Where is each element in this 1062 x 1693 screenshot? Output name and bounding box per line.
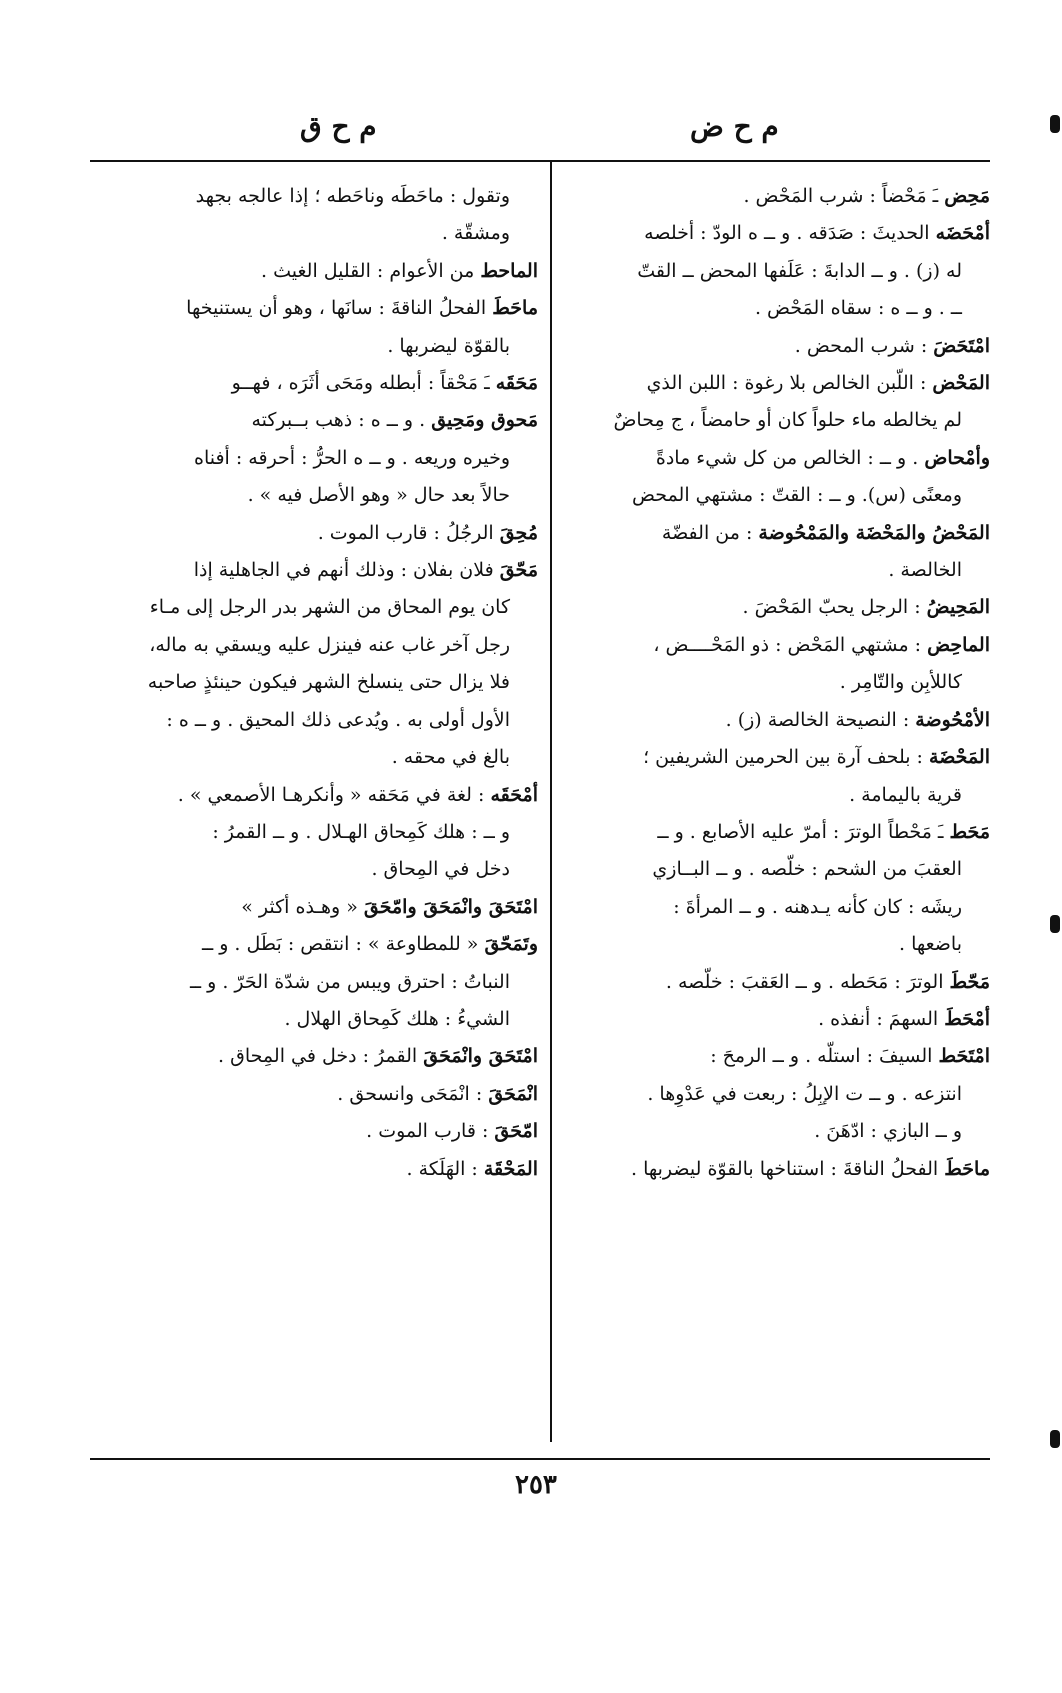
dictionary-entry (88, 365, 538, 402)
dictionary-entry (560, 178, 990, 215)
entry-text: ـَ مَحْضاً : شرب المَحْض . (743, 185, 945, 207)
dictionary-entry (560, 1001, 990, 1038)
entry-headword: ماحَطَ (492, 297, 538, 320)
dictionary-entry (88, 215, 538, 252)
entry-text: ومشقّة . (441, 222, 510, 245)
dictionary-entry (88, 777, 538, 814)
dictionary-entry (560, 402, 990, 439)
entry-text: الوترَ : مَحَطه . و ــ العَقبَ : خلّصه . (665, 970, 950, 993)
dictionary-entry (88, 552, 538, 589)
entry-text: : اللّبن الخالص بلا رغوة : اللبن الذي (646, 372, 933, 395)
entry-text: السيفَ : استلّه . و ــ الرمحَ : (710, 1045, 939, 1068)
entry-text: فلان بفلان : وذلك أنهم في الجاهلية إذا (193, 559, 500, 582)
entry-headword: المَحْضَة (929, 746, 990, 769)
entry-text: الفحلُ الناقةَ : استناخها بالقوّة ليضربها . (631, 1157, 945, 1180)
entry-text: الرجُلُ : قارب الموت . (317, 521, 500, 544)
dictionary-entry (560, 1151, 990, 1188)
dictionary-entry (560, 365, 990, 402)
entry-headword: امْتَحَقَ وانْمَحَقَ وامّحَقَ (363, 895, 538, 918)
entry-text: وتقول : ماحَطَه وناحَطه ؛ إذا عالجه بجهد (195, 185, 510, 207)
entry-headword: امّحَقَ (494, 1120, 538, 1143)
entry-headword: أمْحَضَه (935, 222, 990, 245)
dictionary-entry (88, 328, 538, 365)
dictionary-entry (88, 290, 538, 327)
entry-text: . و ــ ه : ذهب بــبركته (251, 409, 432, 432)
entry-text: الشيءُ : هلك كَمِحاق الهلال . (284, 1007, 510, 1030)
entry-text: وخيره وريعه . و ــ ه الحرُّ : أحرقه : أفناه (193, 446, 510, 469)
dictionary-entry (88, 589, 538, 626)
dictionary-entry (560, 889, 990, 926)
entry-headword: امْتَحَضَ (933, 334, 990, 357)
entry-text: و ــ البازي : ادّهَنَ . (814, 1120, 962, 1143)
entry-text: : لغة في مَحَقه « وأنكرهـا الأصمعي » . (177, 783, 491, 806)
entry-headword: مَحوق ومَحِيق (431, 409, 538, 432)
dictionary-entry (88, 440, 538, 477)
entry-text: : النصيحة الخالصة (ز) . (725, 708, 916, 731)
entry-headword: امْتَحَط (938, 1045, 990, 1068)
entry-text: ـَ مَحْطاً الوترَ : أمرّ عليه الأصابع . و ــ (657, 820, 950, 843)
entry-headword: مُحِقَ (499, 521, 538, 544)
entry-headword: الأمْحُوضة (915, 708, 990, 731)
entry-text: لم يخالطه ماء حلواً كان أو حامضاً ، ج مِحاضٌ (613, 409, 962, 432)
dictionary-entry (88, 1001, 538, 1038)
dictionary-entry (88, 851, 538, 888)
left-column (88, 178, 538, 1188)
dictionary-entry (88, 664, 538, 701)
footer-rule (90, 1458, 990, 1460)
dictionary-entry (560, 290, 990, 327)
entry-text: : الرجل يحبّ المَحْضَ . (742, 596, 927, 619)
dictionary-entry (88, 702, 538, 739)
entry-text: كان يوم المحاق من الشهر بدر الرجل إلى مـاء (149, 596, 510, 619)
dictionary-entry (560, 253, 990, 290)
entry-headword: المَحْضُ والمَحْضَة والمَمْحُوضة (758, 521, 990, 544)
entry-headword: مَحِض (944, 185, 990, 207)
entry-headword: مَحَط (949, 820, 990, 843)
entry-headword: المَحْقَة (483, 1157, 538, 1180)
dictionary-entry (88, 1151, 538, 1188)
dictionary-entry (88, 964, 538, 1001)
header-rule (90, 160, 990, 162)
dictionary-entry (88, 1038, 538, 1075)
dictionary-entry (560, 515, 990, 552)
entry-text: ــ . و ــ ه : سقاه المَحْض . (754, 297, 962, 320)
entry-headword: مَحَقَه (495, 372, 538, 395)
dictionary-entry (88, 1076, 538, 1113)
entry-text: ومعنًى (س). و ــ : القتّ : مشتهي المحض (632, 484, 962, 507)
dictionary-entry (560, 814, 990, 851)
edge-mark (1050, 1430, 1060, 1448)
entry-text: ـَ مَحْقاً : أبطله ومَحَى أثَرَه ، فهــو (231, 372, 496, 395)
entry-headword: انْمَحَقَ (488, 1082, 538, 1105)
dictionary-entry (88, 926, 538, 963)
entry-text: باضعها . (898, 933, 962, 956)
entry-text: : قارب الموت . (366, 1120, 495, 1143)
dictionary-entry (88, 402, 538, 439)
entry-text: من الأعوام : القليل الغيث . (261, 259, 481, 282)
dictionary-entry (88, 814, 538, 851)
entry-headword: ماحَطَ (944, 1157, 990, 1180)
dictionary-entry (560, 739, 990, 776)
entry-headword: امْتَحَقَ وانْمَحَقَ (423, 1045, 538, 1068)
entry-headword: الماحط (480, 259, 538, 282)
dictionary-entry (88, 178, 538, 215)
header-root-right: م ح ض (690, 110, 779, 143)
entry-text: العقبَ من الشحم : خلّصه . و ــ البــازي (652, 858, 962, 881)
entry-text: : شرب المحض . (794, 334, 934, 357)
entry-text: « للمطاوعة » : انتقص : بَطَل . و ــ (202, 933, 485, 956)
dictionary-entry (560, 664, 990, 701)
dictionary-entry (88, 477, 538, 514)
dictionary-entry (560, 552, 990, 589)
dictionary-entry (560, 589, 990, 626)
entry-text: انتزعه . و ــ ت الإبِلُ : ربعت في عَدْوِها . (647, 1082, 962, 1105)
entry-text: « وهـذه أكثر » (241, 895, 364, 918)
dictionary-entry (560, 215, 990, 252)
entry-text: الفحلُ الناقةَ : سانَها ، وهو أن يستنيخها (186, 297, 493, 320)
dictionary-entry (88, 515, 538, 552)
entry-headword: مَحّطَ (949, 970, 990, 993)
entry-headword: وتَمَحّقَ (484, 933, 538, 956)
dictionary-entry (560, 851, 990, 888)
dictionary-entry (560, 964, 990, 1001)
entry-headword: الماحِض (927, 633, 990, 656)
entry-text: حالاً بعد حال « وهو الأصل فيه » . (247, 484, 510, 507)
entry-headword: المَحْض (932, 372, 990, 395)
dictionary-entry (560, 926, 990, 963)
entry-text: بالقوّة ليضربها . (387, 334, 510, 357)
entry-text: فلا يزال حتى ينسلخ الشهر فيكون حينئذٍ صاحبه (147, 671, 510, 694)
dictionary-entry (88, 627, 538, 664)
entry-text: الحديثَ : صَدَقه . و ــ ه الودّ : أخلصه (644, 222, 936, 245)
entry-text: السهمَ : أنفذه . (818, 1007, 945, 1030)
right-column (560, 178, 990, 1188)
dictionary-entry (88, 1113, 538, 1150)
entry-text: له (ز) . و ــ الدابةَ : عَلَفها المحض ــ القتّ (637, 259, 962, 282)
entry-text: . و ــ : الخالص من كل شيء مادةً (655, 446, 925, 469)
entry-headword: المَحِيضُ (926, 596, 990, 619)
header-root-left: م ح ق (300, 110, 377, 143)
dictionary-entry (560, 627, 990, 664)
entry-headword: أمْحَطَ (944, 1007, 990, 1030)
dictionary-entry (560, 1038, 990, 1075)
entry-text: رجل آخر غاب عنه فينزل عليه ويسقي به ماله، (149, 633, 510, 656)
dictionary-entry (560, 1076, 990, 1113)
entry-text: : من الفضّة (661, 521, 759, 544)
edge-mark (1050, 115, 1060, 133)
dictionary-entry (560, 440, 990, 477)
column-divider (550, 162, 552, 1442)
entry-text: القمرُ : دخل في المِحاق . (218, 1045, 424, 1068)
dictionary-entry (560, 328, 990, 365)
dictionary-entry (88, 739, 538, 776)
entry-text: : مشتهي المَحْض : ذو المَحْــــض ، (653, 633, 928, 656)
dictionary-entry (560, 702, 990, 739)
dictionary-entry (560, 777, 990, 814)
entry-text: كاللأبِن والتّامِر . (839, 671, 962, 694)
edge-mark (1050, 915, 1060, 933)
entry-text: : انْمَحَى وانسحق . (337, 1082, 489, 1105)
entry-text: بالغ في محقه . (391, 746, 510, 769)
dictionary-entry (88, 889, 538, 926)
entry-text: دخل في المِحاق . (371, 858, 510, 881)
entry-text: : الهَلَكة . (406, 1157, 484, 1180)
entry-headword: أمْحَقَه (490, 783, 538, 806)
entry-headword: وأمْحاض (924, 446, 990, 469)
entry-text: الخالصة . (888, 559, 962, 582)
entry-text: الأول أولى به . ويُدعى ذلك المحيق . و ــ ه : (166, 708, 510, 731)
dictionary-entry (88, 253, 538, 290)
entry-text: ريشَه : كان كأنه يـدهنه . و ــ المرأةَ : (673, 895, 962, 918)
entry-text: : بلحف آرة بين الحرمين الشريفين ؛ (643, 746, 930, 769)
entry-text: قرية باليمامة . (849, 783, 962, 806)
dictionary-entry (560, 1113, 990, 1150)
entry-text: النباتُ : احترق ويبس من شدّة الحَرّ . و ــ (189, 970, 510, 993)
dictionary-entry (560, 477, 990, 514)
entry-headword: مَحّقَ (499, 559, 538, 582)
page-number: ٢٥٣ (515, 1470, 557, 1500)
entry-text: و ــ : هلك كَمِحاق الهـلال . و ــ القمرُ : (212, 820, 510, 843)
